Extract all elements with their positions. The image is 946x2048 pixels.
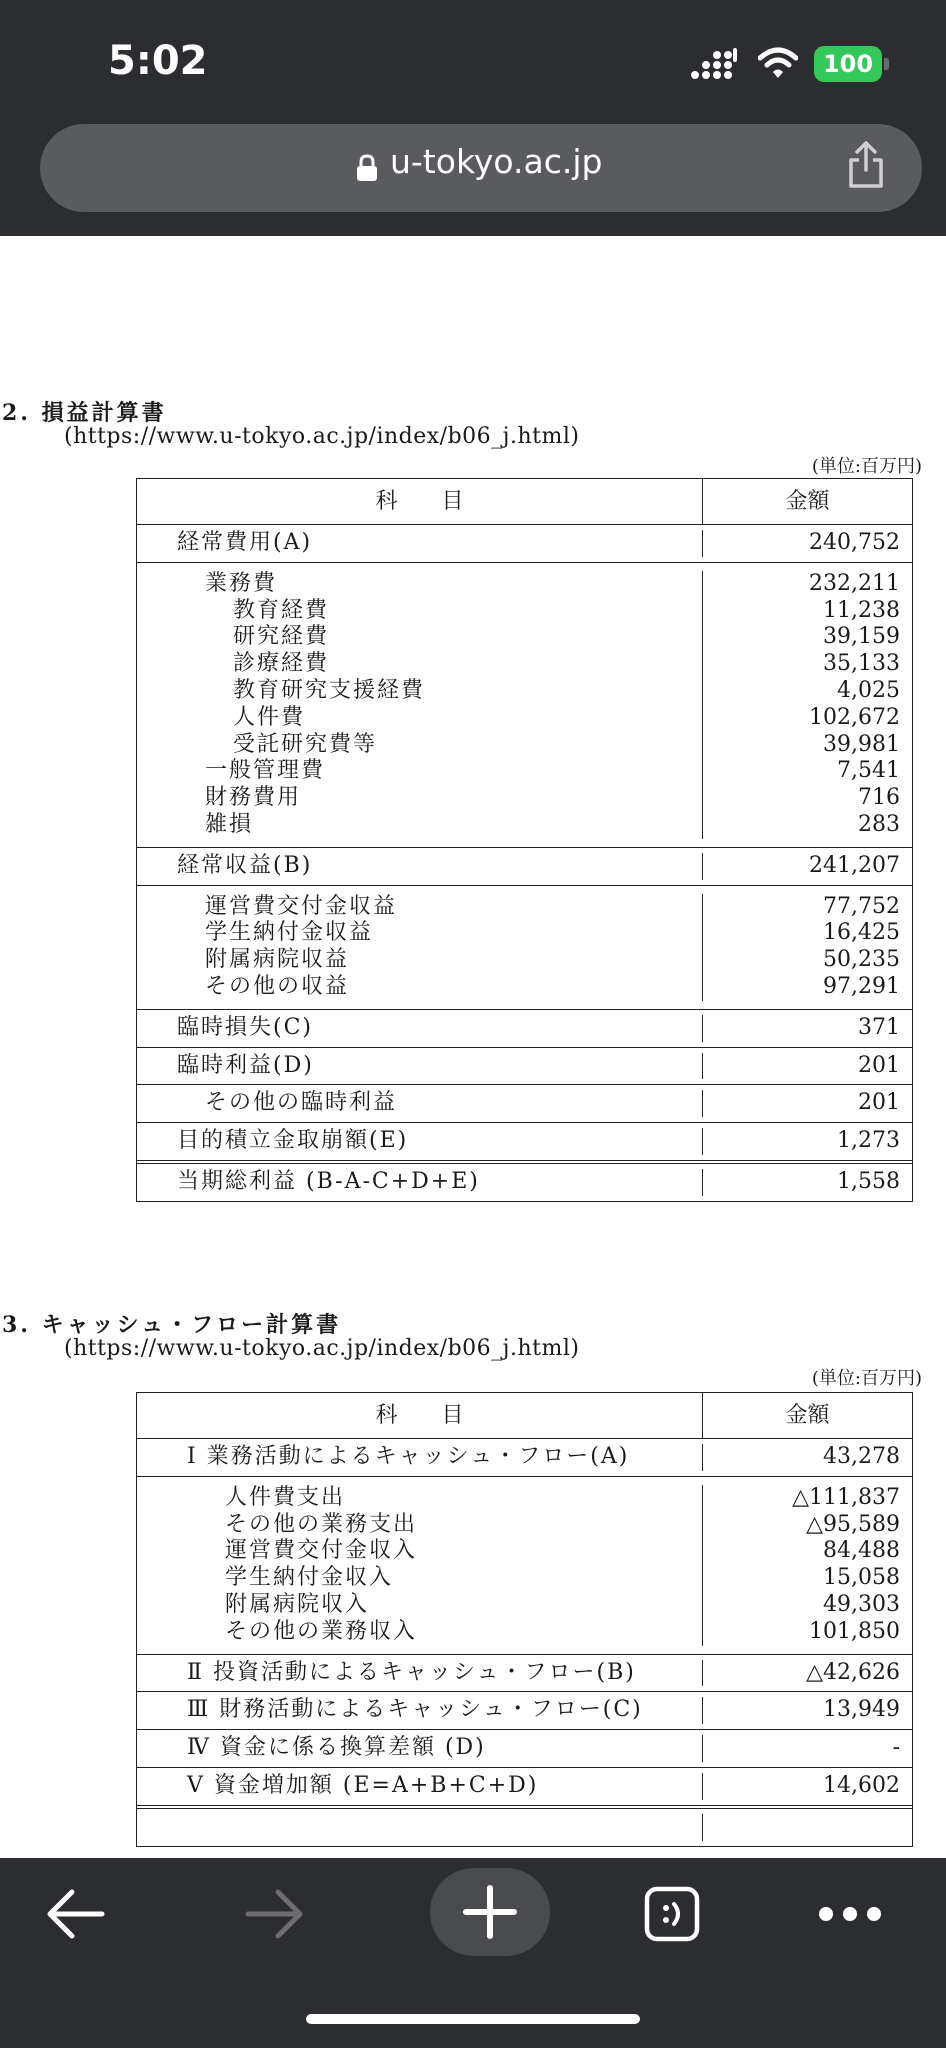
row-value	[703, 1814, 900, 1841]
row-label: 経常収益(B)	[177, 852, 313, 878]
table-row	[137, 847, 912, 885]
row-value: 39,159	[823, 624, 900, 650]
table-row	[137, 1767, 912, 1805]
row-label: 臨時利益(D)	[177, 1052, 314, 1078]
row-label: その他の業務支出	[225, 1511, 418, 1537]
header-amount: 金額	[785, 489, 830, 514]
row-label: 附属病院収益	[205, 947, 350, 973]
row-value: △95,589	[806, 1511, 900, 1537]
row-value: 1,273	[837, 1128, 900, 1154]
row-values	[703, 1128, 912, 1155]
row-values	[703, 571, 912, 839]
row-labels	[137, 1814, 703, 1841]
row-value: 716	[858, 785, 900, 811]
row-value: 11,238	[823, 597, 900, 623]
row-label: Ⅴ 資金増加額 (E=A+B+C+D)	[187, 1772, 539, 1798]
row-values	[703, 1444, 912, 1471]
row-labels	[137, 530, 703, 557]
row-labels	[137, 1169, 703, 1196]
row-value: 241,207	[809, 852, 900, 878]
cash-flow-table	[136, 1392, 913, 1847]
row-label: 受託研究費等	[233, 731, 378, 757]
row-label: Ⅲ 財務活動によるキャッシュ・フロー(C)	[187, 1697, 643, 1723]
income-statement-unit: (単位:百万円)	[811, 456, 922, 477]
income-statement-url[interactable]: (https://www.u-tokyo.ac.jp/index/b06_j.html)	[64, 424, 580, 449]
pdf-document	[0, 236, 946, 1858]
row-value: 4,025	[837, 677, 900, 703]
row-value: 240,752	[809, 530, 900, 555]
row-labels	[137, 571, 703, 839]
row-values	[703, 530, 912, 557]
row-label	[137, 1814, 702, 1841]
row-labels	[137, 1485, 703, 1646]
row-labels	[137, 1660, 703, 1687]
table-row	[137, 1476, 912, 1654]
cash-flow-title: 3. キャッシュ・フロー計算書	[2, 1312, 342, 1338]
row-value: 39,981	[823, 731, 900, 757]
row-values	[703, 1053, 912, 1080]
row-values	[703, 894, 912, 1001]
row-value: -	[892, 1735, 900, 1761]
header-amount: 金額	[785, 1403, 830, 1428]
row-values	[703, 1735, 912, 1762]
cellular-signal-icon	[690, 48, 738, 80]
row-label: Ⅱ 投資活動によるキャッシュ・フロー(B)	[187, 1659, 636, 1685]
row-label: 業務費	[205, 570, 278, 596]
income-statement-table	[136, 478, 913, 1202]
row-label: Ⅰ 業務活動によるキャッシュ・フロー(A)	[187, 1444, 630, 1469]
row-values	[703, 1660, 912, 1687]
row-labels	[137, 1053, 703, 1080]
new-tab-button[interactable]	[430, 1868, 550, 1956]
row-value: 43,278	[823, 1444, 900, 1469]
row-label: その他の業務収入	[225, 1618, 418, 1644]
header-subject: 科 目	[137, 1393, 703, 1438]
row-label: 人件費	[233, 704, 306, 730]
header-subject: 科 目	[137, 479, 703, 524]
row-value: 50,235	[823, 947, 900, 973]
wifi-icon	[758, 46, 798, 80]
row-value: 232,211	[809, 570, 900, 596]
plus-icon	[462, 1884, 518, 1940]
row-value: 13,949	[823, 1697, 900, 1723]
battery-indicator: 100	[814, 46, 882, 82]
cash-flow-url[interactable]: (https://www.u-tokyo.ac.jp/index/b06_j.html)	[64, 1336, 580, 1361]
row-values	[703, 1015, 912, 1042]
row-label: 人件費支出	[225, 1484, 346, 1510]
row-label: 学生納付金収入	[225, 1565, 394, 1591]
row-labels	[137, 1128, 703, 1155]
battery-tip	[884, 58, 889, 70]
table-row	[137, 562, 912, 847]
row-values	[703, 1697, 912, 1724]
row-label: 経常費用(A)	[177, 530, 313, 555]
table-row	[137, 1160, 912, 1201]
tabs-icon[interactable]	[644, 1886, 700, 1942]
status-time: 5:02	[108, 38, 208, 84]
row-labels	[137, 1773, 703, 1800]
row-value: 35,133	[823, 651, 900, 677]
table-row	[137, 1438, 912, 1476]
table-row	[137, 885, 912, 1009]
row-values	[703, 1814, 912, 1841]
row-value: 16,425	[823, 920, 900, 946]
row-labels	[137, 853, 703, 880]
table-header-row	[137, 479, 912, 524]
row-value: 371	[858, 1014, 900, 1040]
row-value: 15,058	[823, 1565, 900, 1591]
row-label: 運営費交付金収入	[225, 1538, 418, 1564]
url-domain[interactable]: u-tokyo.ac.jp	[390, 142, 603, 181]
row-labels	[137, 1090, 703, 1117]
ellipsis-icon[interactable]	[816, 1902, 884, 1926]
row-label: 財務費用	[205, 785, 302, 811]
home-indicator	[306, 2014, 640, 2024]
table-row	[137, 524, 912, 562]
table-row	[137, 1729, 912, 1767]
income-statement-title: 2. 損益計算書	[2, 400, 167, 426]
row-label: 雑損	[205, 811, 254, 837]
row-label: Ⅳ 資金に係る換算差額 (D)	[187, 1735, 486, 1761]
row-label: 研究経費	[233, 624, 330, 650]
table-row	[137, 1009, 912, 1047]
row-value: △111,837	[792, 1484, 900, 1510]
table-row	[137, 1654, 912, 1692]
row-labels	[137, 1444, 703, 1471]
row-labels	[137, 1015, 703, 1042]
row-label: 教育経費	[233, 597, 330, 623]
row-value: 1,558	[837, 1168, 900, 1194]
row-value: 101,850	[809, 1618, 900, 1644]
row-label: 臨時損失(C)	[177, 1014, 313, 1040]
cash-flow-unit: (単位:百万円)	[811, 1368, 922, 1389]
row-labels	[137, 1735, 703, 1762]
table-row	[137, 1691, 912, 1729]
table-row	[137, 1122, 912, 1160]
row-label: 目的積立金取崩額(E)	[177, 1128, 409, 1154]
row-label: 診療経費	[233, 651, 330, 677]
arrow-right-icon[interactable]	[242, 1886, 306, 1942]
table-row	[137, 1805, 912, 1846]
row-label: 一般管理費	[205, 758, 326, 784]
lock-icon	[356, 154, 378, 182]
share-icon[interactable]	[846, 140, 886, 190]
row-value: 102,672	[809, 704, 900, 730]
row-value: 201	[858, 1052, 900, 1078]
row-values	[703, 1090, 912, 1117]
row-value: 14,602	[823, 1772, 900, 1798]
row-label: 学生納付金収益	[205, 920, 374, 946]
row-values	[703, 1485, 912, 1646]
row-value: 7,541	[837, 758, 900, 784]
row-value: 97,291	[823, 973, 900, 999]
row-label: 教育研究支援経費	[233, 677, 426, 703]
table-row	[137, 1084, 912, 1122]
arrow-left-icon[interactable]	[44, 1886, 108, 1942]
row-value: 283	[858, 811, 900, 837]
row-value: 77,752	[823, 893, 900, 919]
row-value: △42,626	[806, 1659, 900, 1685]
row-labels	[137, 894, 703, 1001]
table-header-row	[137, 1393, 912, 1438]
row-label: 運営費交付金収益	[205, 893, 398, 919]
row-value: 201	[858, 1090, 900, 1116]
row-value: 84,488	[823, 1538, 900, 1564]
row-values	[703, 853, 912, 880]
row-values	[703, 1773, 912, 1800]
row-label: その他の収益	[205, 973, 350, 999]
row-label: 附属病院収入	[225, 1591, 370, 1617]
row-values	[703, 1169, 912, 1196]
row-label: 当期総利益 (B-A-C+D+E)	[177, 1168, 480, 1194]
table-row	[137, 1047, 912, 1085]
row-value: 49,303	[823, 1591, 900, 1617]
row-labels	[137, 1697, 703, 1724]
row-label: その他の臨時利益	[205, 1090, 398, 1116]
